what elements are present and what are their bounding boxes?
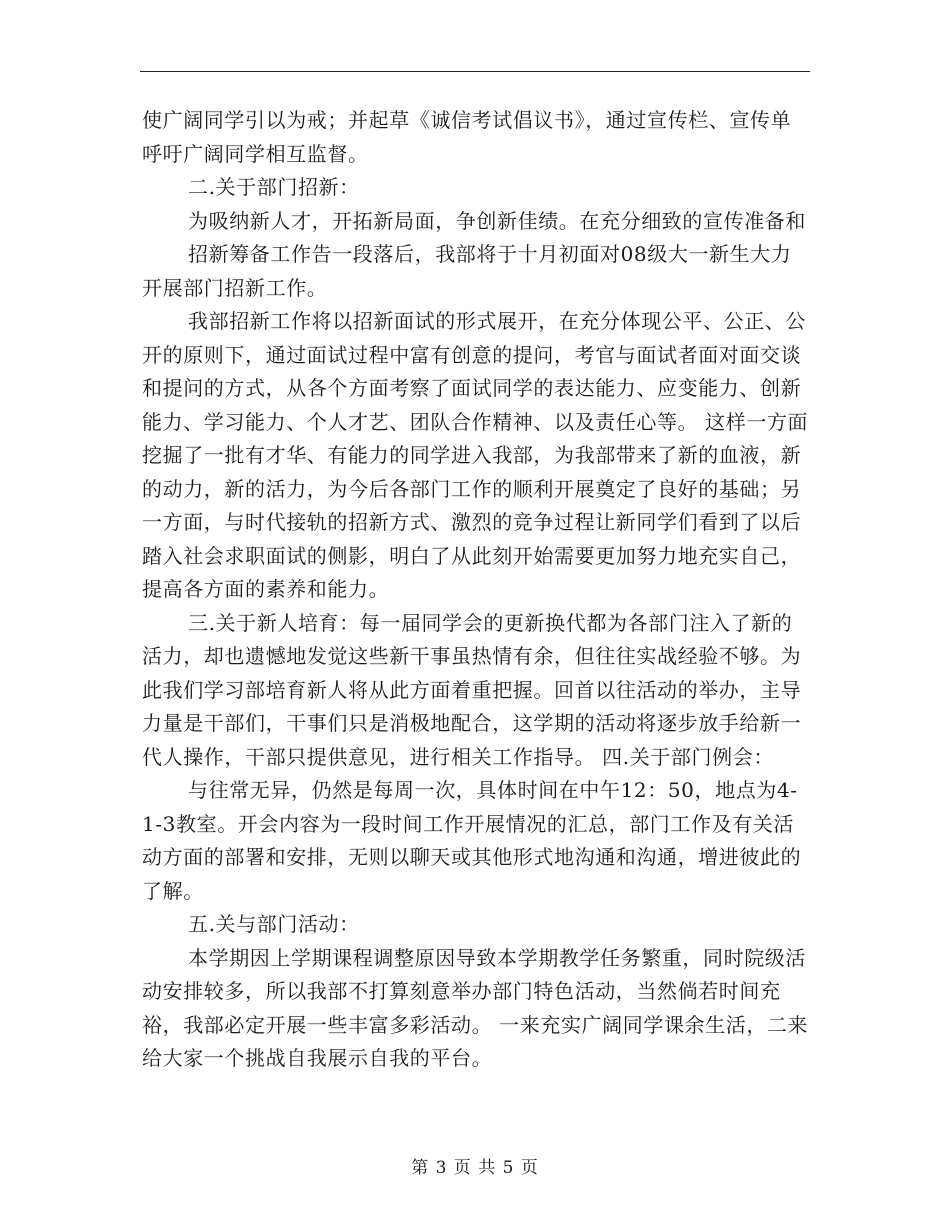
paragraph: 与往常无异，仍然是每周一次，具体时间在中午12：50，地点为4-1-3教室。开会内容为一段时间工作开展情况的汇总，部门工作及有关活动方面的部署和安排，无则以聊天或其他形式地沟通和沟通，增进彼此的了解。 xyxy=(142,778,802,903)
paragraph-continuation: 使广阔同学引以为戒；并起草《诚信考试倡议书》，通过宣传栏、宣传单呼吁广阔同学相互监督。 xyxy=(142,108,792,166)
page-number-footer: 第 3 页 共 5 页 xyxy=(411,1158,539,1178)
document-body xyxy=(142,104,810,1076)
header-rule xyxy=(140,71,810,72)
paragraph: 为吸纳新人才，开拓新局面，争创新佳绩。在充分细致的宣传准备和 xyxy=(188,208,806,233)
paragraph: 招新筹备工作告一段落后，我部将于十月初面对08级大一新生大力开展部门招新工作。 xyxy=(142,242,792,300)
paragraph: 本学期因上学期课程调整原因导致本学期教学任务繁重，同时院级活动安排较多，所以我部不打算刻意举办部门特色活动，当然倘若时间充裕，我部必定开展一些丰富多彩活动。 一来充实广阔同学课余生活，二来给大家一个挑战自我展示自我的平台。 xyxy=(142,945,809,1070)
section-heading-activities: 五.关与部门活动： xyxy=(188,912,360,936)
paragraph: 三.关于新人培育：每一届同学会的更新换代都为各部门注入了新的活力，却也遗憾地发觉这些新干事虽热情有余，但往往实战经验不够。为此我们学习部培育新人将从此方面着重把握。回首以往活动的举办，主导力量是干部们，干事们只是消极地配合，这学期的活动将逐步放手给新一代人操作，干部只提供意见，进行相关工作指导。 四.关于部门例会： xyxy=(142,610,802,769)
paragraph: 我部招新工作将以招新面试的形式展开，在充分体现公平、公正、公开的原则下，通过面试过程中富有创意的提问，考官与面试者面对面交谈和提问的方式，从各个方面考察了面试同学的表达能力、应变能力、创新能力、学习能力、个人才艺、团队合作精神、以及责任心等。 这样一方面挖掘了一批有才华、有能力的同学进入我部，为我部带来了新的血液，新的动力，新的活力，为今后各部门工作的顺利开展奠定了良好的基础；另一方面，与时代接轨的招新方式、激烈的竞争过程让新同学们看到了以后踏入社会求职面试的侧影，明白了从此刻开始需要更加努力地充实自己，提高各方面的素养和能力。 xyxy=(142,309,809,601)
section-heading-recruitment: 二.关于部门招新： xyxy=(188,175,360,199)
